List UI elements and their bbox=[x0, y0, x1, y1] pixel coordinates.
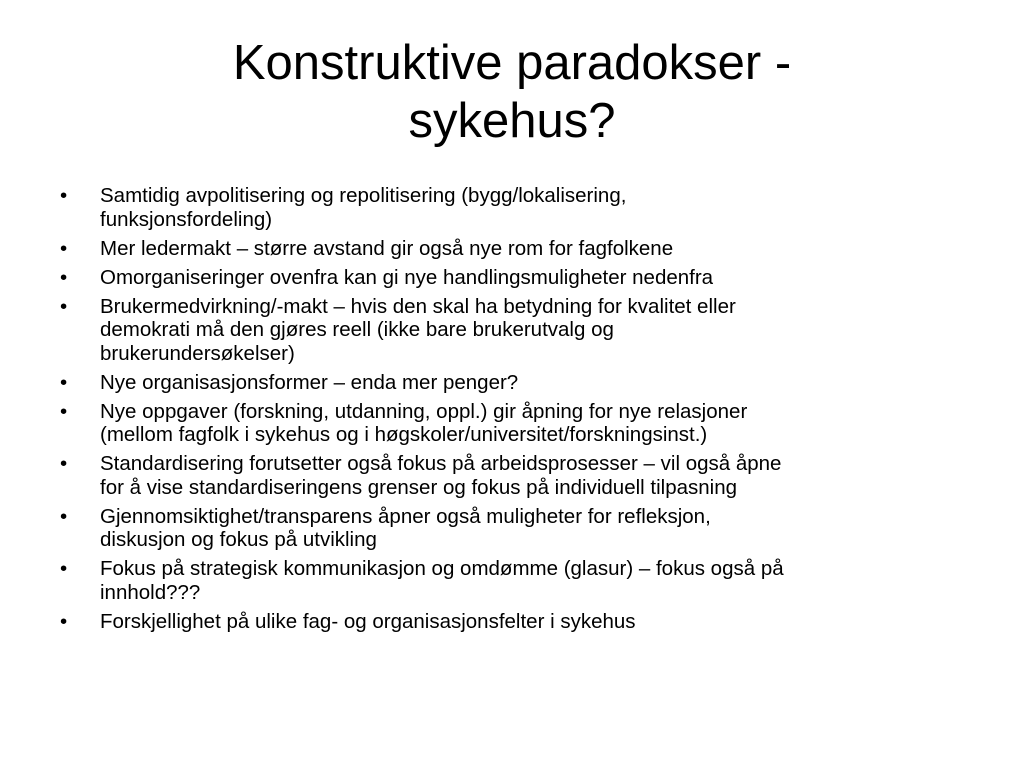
bullet-icon: • bbox=[60, 265, 68, 289]
bullet-icon: • bbox=[60, 294, 68, 318]
bullet-text-line: Omorganiseringer ovenfra kan gi nye handlingsmuligheter nedenfra bbox=[100, 265, 714, 289]
bullet-text-line: Samtidig avpolitisering og repolitisering (bygg/lokalisering, bbox=[100, 184, 627, 207]
slide-title-line-2: sykehus? bbox=[408, 94, 616, 148]
bullet-list bbox=[60, 184, 970, 639]
slide-title-line-1: Konstruktive paradokser - bbox=[232, 36, 792, 90]
bullet-item bbox=[60, 295, 970, 366]
bullet-text-line: Nye organisasjonsformer – enda mer penger? bbox=[100, 370, 519, 394]
bullet-text-line: Standardisering forutsetter også fokus på arbeidsprosesser – vil også åpne bbox=[100, 452, 782, 475]
bullet-text-line: innhold??? bbox=[100, 580, 201, 604]
bullet-icon: • bbox=[60, 184, 68, 207]
bullet-icon: • bbox=[60, 609, 68, 633]
bullet-text-line: diskusjon og fokus på utvikling bbox=[100, 528, 377, 551]
bullet-item bbox=[60, 371, 970, 395]
bullet-text-line: Brukermedvirkning/-makt – hvis den skal ha betydning for kvalitet eller bbox=[100, 294, 736, 318]
bullet-item bbox=[60, 452, 970, 499]
bullet-text-line: Nye oppgaver (forskning, utdanning, oppl.) gir åpning for nye relasjoner bbox=[100, 399, 748, 423]
bullet-text-line: funksjonsfordeling) bbox=[100, 207, 273, 231]
bullet-text-line: Fokus på strategisk kommunikasjon og omdømme (glasur) – fokus også på bbox=[100, 557, 784, 580]
bullet-icon: • bbox=[60, 452, 68, 475]
bullet-item bbox=[60, 557, 970, 604]
bullet-icon: • bbox=[60, 557, 68, 580]
bullet-text-line: brukerundersøkelser) bbox=[100, 341, 295, 365]
bullet-icon: • bbox=[60, 236, 68, 260]
bullet-item bbox=[60, 610, 970, 634]
bullet-icon: • bbox=[60, 370, 68, 394]
bullet-item bbox=[60, 266, 970, 290]
bullet-icon: • bbox=[60, 504, 68, 528]
bullet-text-line: Forskjellighet på ulike fag- og organisasjonsfelter i sykehus bbox=[100, 609, 636, 633]
bullet-text-line: demokrati må den gjøres reell (ikke bare brukerutvalg og bbox=[100, 318, 614, 341]
bullet-text-line: for å vise standardiseringens grenser og fokus på individuell tilpasning bbox=[100, 475, 738, 499]
bullet-text-line: (mellom fagfolk i sykehus og i høgskoler/universitet/forskningsinst.) bbox=[100, 423, 708, 446]
slide-title bbox=[90, 34, 934, 150]
bullet-text-line: Mer ledermakt – større avstand gir også nye rom for fagfolkene bbox=[100, 236, 674, 260]
bullet-item bbox=[60, 184, 970, 231]
bullet-text-line: Gjennomsiktighet/transparens åpner også muligheter for refleksjon, bbox=[100, 504, 711, 528]
bullet-item bbox=[60, 237, 970, 261]
bullet-item bbox=[60, 400, 970, 447]
bullet-item bbox=[60, 505, 970, 552]
bullet-icon: • bbox=[60, 399, 68, 423]
